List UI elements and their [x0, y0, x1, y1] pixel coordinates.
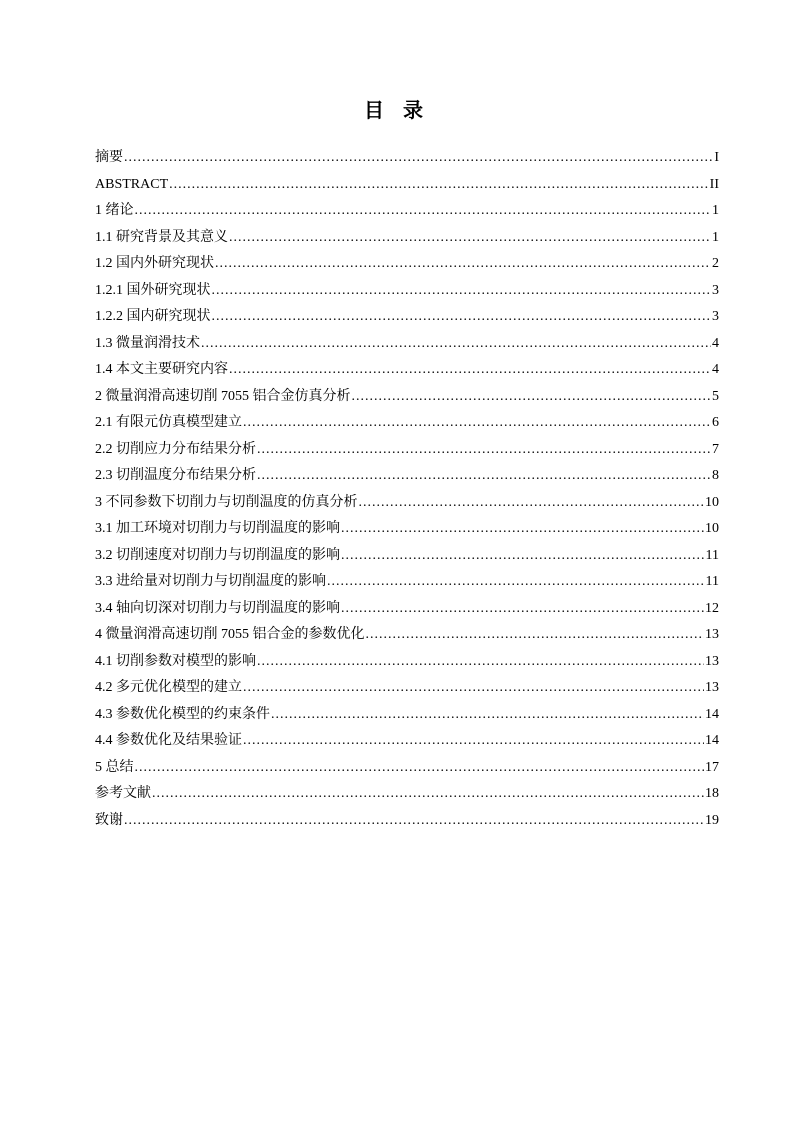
toc-entry-label: 2 微量润滑高速切削 7055 铝合金仿真分析	[95, 388, 351, 404]
toc-entry-label: 3 不同参数下切削力与切削温度的仿真分析	[95, 494, 358, 510]
toc-entry-page: 1	[712, 203, 719, 218]
toc-leader-dots	[124, 145, 713, 172]
toc-entry-label: 2.1 有限元仿真模型建立	[95, 415, 242, 430]
toc-leader-dots	[359, 490, 705, 517]
toc-entry[interactable]	[95, 728, 719, 755]
toc-entry[interactable]	[95, 225, 719, 252]
toc-entry[interactable]	[95, 463, 719, 490]
toc-leader-dots	[152, 781, 704, 808]
toc-leader-dots	[257, 437, 711, 464]
toc-leader-dots	[327, 569, 705, 596]
toc-entry-page: 11	[705, 574, 719, 589]
toc-entry[interactable]	[95, 384, 719, 411]
toc-entry-label: 4.4 参数优化及结果验证	[95, 733, 242, 748]
toc-entry-label: 4 微量润滑高速切削 7055 铝合金的参数优化	[95, 627, 365, 642]
toc-entry-page: I	[714, 150, 719, 165]
toc-entry[interactable]	[95, 437, 719, 464]
toc-leader-dots	[352, 384, 712, 411]
toc-list	[95, 145, 719, 834]
toc-entry-page: 19	[705, 812, 719, 828]
toc-entry-page: 4	[712, 362, 719, 377]
toc-entry-page: 3	[712, 309, 719, 324]
toc-entry-page: 7	[712, 441, 719, 457]
toc-leader-dots	[257, 463, 711, 490]
toc-entry-page: 2	[712, 256, 719, 271]
toc-leader-dots	[135, 755, 705, 782]
toc-entry-page: 6	[712, 415, 719, 430]
toc-leader-dots	[341, 516, 704, 543]
toc-leader-dots	[229, 225, 711, 252]
toc-entry[interactable]	[95, 278, 719, 305]
toc-entry-page: 13	[705, 653, 719, 669]
toc-entry[interactable]	[95, 410, 719, 437]
toc-entry-page: 13	[705, 680, 719, 695]
toc-leader-dots	[257, 649, 704, 676]
toc-entry-page: 5	[712, 388, 719, 404]
toc-entry-page: 10	[705, 494, 719, 510]
toc-leader-dots	[124, 808, 704, 835]
toc-entry-label: ABSTRACT	[95, 176, 169, 192]
toc-entry-label: 2.3 切削温度分布结果分析	[95, 468, 256, 483]
toc-title: 目 录	[364, 98, 429, 122]
toc-entry[interactable]	[95, 543, 719, 570]
toc-entry[interactable]	[95, 569, 719, 596]
toc-entry[interactable]	[95, 808, 719, 835]
toc-leader-dots	[201, 331, 711, 358]
toc-entry-label: 2.2 切削应力分布结果分析	[95, 441, 256, 457]
toc-leader-dots	[212, 304, 712, 331]
toc-entry-page: 14	[705, 706, 719, 722]
toc-leader-dots	[215, 251, 711, 278]
toc-entry-label: 3.3 进给量对切削力与切削温度的影响	[95, 574, 326, 589]
toc-leader-dots	[229, 357, 711, 384]
toc-entry[interactable]	[95, 251, 719, 278]
toc-entry[interactable]	[95, 702, 719, 729]
toc-entry-page: 8	[712, 468, 719, 483]
toc-entry[interactable]	[95, 490, 719, 517]
toc-entry-page: 1	[712, 229, 719, 245]
toc-entry-page: 14	[705, 733, 719, 748]
toc-leader-dots	[135, 198, 712, 225]
toc-entry[interactable]	[95, 755, 719, 782]
toc-entry[interactable]	[95, 596, 719, 623]
toc-leader-dots	[169, 172, 709, 199]
toc-entry-label: 5 总结	[95, 759, 134, 775]
toc-entry[interactable]	[95, 649, 719, 676]
toc-entry[interactable]	[95, 304, 719, 331]
toc-entry-label: 参考文献	[95, 786, 151, 801]
toc-entry[interactable]	[95, 622, 719, 649]
toc-leader-dots	[271, 702, 704, 729]
toc-entry-page: 3	[712, 282, 719, 298]
toc-entry-page: 18	[705, 786, 719, 801]
toc-entry-page: 4	[712, 335, 719, 351]
toc-entry-label: 1.2.1 国外研究现状	[95, 282, 211, 298]
toc-entry-page: 11	[705, 547, 719, 563]
toc-entry[interactable]	[95, 781, 719, 808]
toc-leader-dots	[341, 596, 704, 623]
toc-entry-label: 致谢	[95, 812, 123, 828]
toc-entry-page: 10	[705, 521, 719, 536]
toc-entry[interactable]	[95, 198, 719, 225]
toc-leader-dots	[366, 622, 705, 649]
toc-leader-dots	[243, 728, 704, 755]
toc-leader-dots	[243, 410, 711, 437]
toc-entry-page: 12	[705, 600, 719, 616]
toc-entry-label: 1.2 国内外研究现状	[95, 256, 214, 271]
toc-entry-page: 13	[705, 627, 719, 642]
toc-entry-label: 1.1 研究背景及其意义	[95, 229, 228, 245]
toc-entry[interactable]	[95, 357, 719, 384]
toc-entry-page: II	[709, 176, 719, 192]
toc-leader-dots	[212, 278, 712, 305]
toc-entry-label: 4.1 切削参数对模型的影响	[95, 653, 256, 669]
toc-entry-label: 3.2 切削速度对切削力与切削温度的影响	[95, 547, 340, 563]
toc-leader-dots	[243, 675, 704, 702]
toc-entry-label: 1.2.2 国内研究现状	[95, 309, 211, 324]
toc-entry-label: 4.3 参数优化模型的约束条件	[95, 706, 270, 722]
toc-entry[interactable]	[95, 331, 719, 358]
toc-entry-page: 17	[705, 759, 719, 775]
toc-entry[interactable]	[95, 675, 719, 702]
toc-entry[interactable]	[95, 516, 719, 543]
toc-entry-label: 3.1 加工环境对切削力与切削温度的影响	[95, 521, 340, 536]
toc-entry-label: 4.2 多元优化模型的建立	[95, 680, 242, 695]
toc-entry-label: 1.4 本文主要研究内容	[95, 362, 228, 377]
toc-entry[interactable]	[95, 172, 719, 199]
toc-entry-label: 1 绪论	[95, 203, 134, 218]
toc-entry-label: 摘要	[95, 150, 123, 165]
toc-entry[interactable]	[95, 145, 719, 172]
toc-leader-dots	[341, 543, 705, 570]
toc-entry-label: 1.3 微量润滑技术	[95, 335, 200, 351]
toc-entry-label: 3.4 轴向切深对切削力与切削温度的影响	[95, 600, 340, 616]
